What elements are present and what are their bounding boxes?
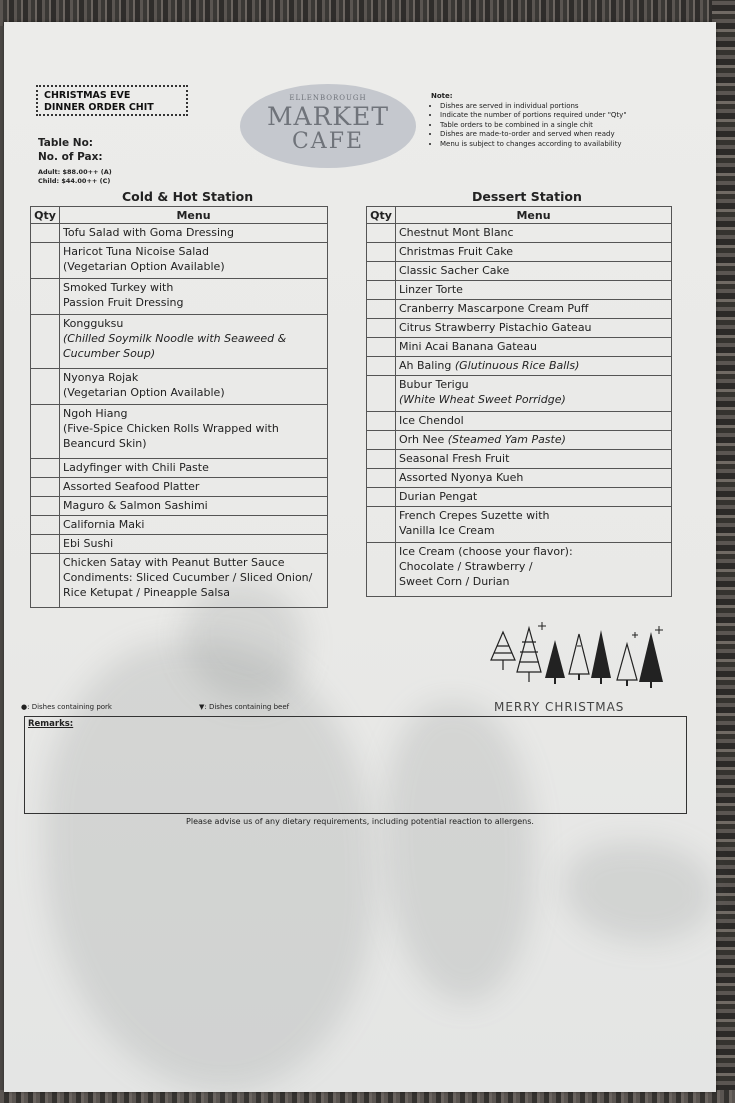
notes [431, 92, 627, 149]
dessert-note: (White Wheat Sweet Porridge) [399, 393, 566, 406]
dessert-name: Linzer Torte [399, 283, 463, 296]
qty-cell[interactable] [31, 243, 60, 279]
qty-cell[interactable] [367, 262, 396, 281]
allergen-advice: Please advise us of any dietary requirements, including potential reaction to allergens. [186, 817, 534, 826]
dessert-name: Cranberry Mascarpone Cream Puff [399, 302, 589, 315]
hand-shadow [564, 842, 714, 942]
table-row [31, 459, 328, 478]
table-row [31, 279, 328, 315]
note-item: • Table orders to be combined in a single chit [440, 121, 627, 131]
dish-name: Kongguksu [63, 317, 124, 330]
chit-title [36, 85, 188, 116]
logo-cafe: CAFE [291, 129, 365, 154]
table-row [367, 431, 672, 450]
qty-header: Qty [367, 207, 396, 224]
qty-cell[interactable] [367, 469, 396, 488]
note-item: • Menu is subject to changes according to availability [440, 140, 627, 150]
table-row [367, 488, 672, 507]
qty-cell[interactable] [367, 224, 396, 243]
qty-cell[interactable] [31, 478, 60, 497]
note-item: • Indicate the number of portions required under "Qty" [440, 111, 627, 121]
dish-note: (Chilled Soymilk Noodle with Seaweed & [63, 332, 287, 345]
logo-market: MARKET [266, 102, 390, 131]
qty-cell[interactable] [31, 405, 60, 459]
pork-legend [21, 703, 112, 711]
adult-price: Adult: $88.00++ (A) [38, 168, 112, 176]
dish-note: Beancurd Skin) [63, 437, 147, 450]
dessert-name: French Crepes Suzette with [399, 509, 550, 522]
dish-note: (Five-Spice Chicken Rolls Wrapped with [63, 422, 279, 435]
table-no-field[interactable]: Table No: [38, 137, 93, 149]
notes-heading: Note: [431, 92, 453, 100]
dish-name: Maguro & Salmon Sashimi [63, 499, 208, 512]
menu-header: Menu [60, 207, 328, 224]
table-row [31, 554, 328, 608]
table-row [31, 405, 328, 459]
cold-hot-title: Cold & Hot Station [122, 189, 254, 204]
dish-name: Ladyfinger with Chili Paste [63, 461, 209, 474]
table-info [38, 136, 103, 164]
dish-name: Nyonya Rojak [63, 371, 139, 384]
note-item: • Dishes are served in individual portions [440, 102, 627, 112]
table-row [31, 478, 328, 497]
table-row [367, 357, 672, 376]
table-row [367, 224, 672, 243]
dish-name: Smoked Turkey with [63, 281, 174, 294]
table-row [367, 243, 672, 262]
dish-note: Condiments: Sliced Cucumber / Sliced Onion/ [63, 571, 313, 584]
table-row [367, 281, 672, 300]
dessert-name: Vanilla Ice Cream [399, 524, 495, 537]
dessert-name: Assorted Nyonya Kueh [399, 471, 524, 484]
dessert-name: Durian Pengat [399, 490, 478, 503]
table-row [367, 412, 672, 431]
table-row [367, 507, 672, 543]
dessert-name: Ice Chendol [399, 414, 464, 427]
qty-cell[interactable] [367, 431, 396, 450]
remarks-label: Remarks: [28, 719, 74, 729]
cow-icon: ▼ [199, 703, 205, 711]
qty-cell[interactable] [367, 338, 396, 357]
table-row [31, 369, 328, 405]
qty-cell[interactable] [31, 497, 60, 516]
qty-cell[interactable] [31, 535, 60, 554]
dish-note: (Vegetarian Option Available) [63, 386, 225, 399]
table-row [367, 338, 672, 357]
qty-cell[interactable] [31, 279, 60, 315]
dessert-name: Ah Baling [399, 359, 455, 372]
qty-cell[interactable] [367, 376, 396, 412]
dessert-name: Christmas Fruit Cake [399, 245, 514, 258]
logo-subtitle: ELLENBOROUGH [289, 94, 367, 102]
qty-cell[interactable] [367, 319, 396, 338]
merry-christmas-text: MERRY CHRISTMAS [494, 700, 625, 714]
dessert-name: Orh Nee [399, 433, 448, 446]
christmas-trees-icon [487, 622, 672, 694]
dish-name: Ebi Sushi [63, 537, 114, 550]
dish-name: California Maki [63, 518, 145, 531]
qty-cell[interactable] [31, 315, 60, 369]
qty-cell[interactable] [31, 516, 60, 535]
order-chit-paper [4, 22, 716, 1092]
market-cafe-logo [240, 84, 416, 168]
dessert-note: Chocolate / Strawberry / [399, 560, 533, 573]
qty-cell[interactable] [31, 459, 60, 478]
table-row [31, 224, 328, 243]
qty-cell[interactable] [367, 507, 396, 543]
dish-name: Ngoh Hiang [63, 407, 128, 420]
table-row [367, 543, 672, 597]
table-row [31, 516, 328, 535]
table-row [367, 469, 672, 488]
table-row [31, 497, 328, 516]
dessert-name: Classic Sacher Cake [399, 264, 510, 277]
table-row [367, 262, 672, 281]
qty-cell[interactable] [31, 554, 60, 608]
beef-legend-text: : Dishes containing beef [204, 703, 290, 711]
table-row [31, 535, 328, 554]
remarks-box[interactable] [24, 716, 687, 814]
dish-note: Cucumber Soup) [63, 347, 156, 360]
dessert-table [366, 206, 672, 597]
beef-legend [199, 703, 289, 711]
chit-title-line: DINNER ORDER CHIT [44, 102, 154, 113]
table-row [31, 315, 328, 369]
dessert-note: (Glutinuous Rice Balls) [454, 359, 580, 372]
dessert-name: Seasonal Fresh Fruit [399, 452, 510, 465]
qty-cell[interactable] [367, 488, 396, 507]
menu-header: Menu [396, 207, 672, 224]
pork-legend-text: : Dishes containing pork [27, 703, 112, 711]
cold-hot-table [30, 206, 328, 608]
dish-name: Tofu Salad with Goma Dressing [63, 226, 234, 239]
note-item: • Dishes are made-to-order and served when ready [440, 130, 627, 140]
table-row [367, 319, 672, 338]
table-row [367, 376, 672, 412]
dessert-name: Ice Cream (choose your flavor): [399, 545, 573, 558]
table-header [367, 207, 672, 224]
dish-name: Haricot Tuna Nicoise Salad [63, 245, 210, 258]
dessert-name: Mini Acai Banana Gateau [399, 340, 538, 353]
dish-note: (Vegetarian Option Available) [63, 260, 225, 273]
prices [38, 168, 112, 186]
table-row [31, 243, 328, 279]
dessert-note: (Steamed Yam Paste) [447, 433, 566, 446]
pax-field[interactable]: No. of Pax: [38, 151, 103, 163]
qty-cell[interactable] [31, 369, 60, 405]
qty-cell[interactable] [367, 281, 396, 300]
dessert-name: Bubur Terigu [399, 378, 469, 391]
qty-cell[interactable] [367, 357, 396, 376]
dish-note: Rice Ketupat / Pineapple Salsa [63, 586, 230, 599]
qty-cell[interactable] [367, 543, 396, 597]
dish-name: Chicken Satay with Peanut Butter Sauce [63, 556, 285, 569]
dish-name: Passion Fruit Dressing [63, 296, 184, 309]
table-row [367, 300, 672, 319]
qty-cell[interactable] [31, 224, 60, 243]
qty-header: Qty [31, 207, 60, 224]
qty-cell[interactable] [367, 450, 396, 469]
qty-cell[interactable] [367, 412, 396, 431]
dessert-note: Sweet Corn / Durian [399, 575, 510, 588]
dessert-title: Dessert Station [472, 189, 582, 204]
child-price: Child: $44.00++ (C) [38, 177, 111, 185]
qty-cell[interactable] [367, 243, 396, 262]
qty-cell[interactable] [367, 300, 396, 319]
chit-title-line: CHRISTMAS EVE [44, 90, 131, 101]
table-row [367, 450, 672, 469]
pig-icon: ● [21, 703, 28, 711]
table-header [31, 207, 328, 224]
dessert-name: Citrus Strawberry Pistachio Gateau [399, 321, 592, 334]
dessert-name: Chestnut Mont Blanc [399, 226, 514, 239]
dish-name: Assorted Seafood Platter [63, 480, 200, 493]
